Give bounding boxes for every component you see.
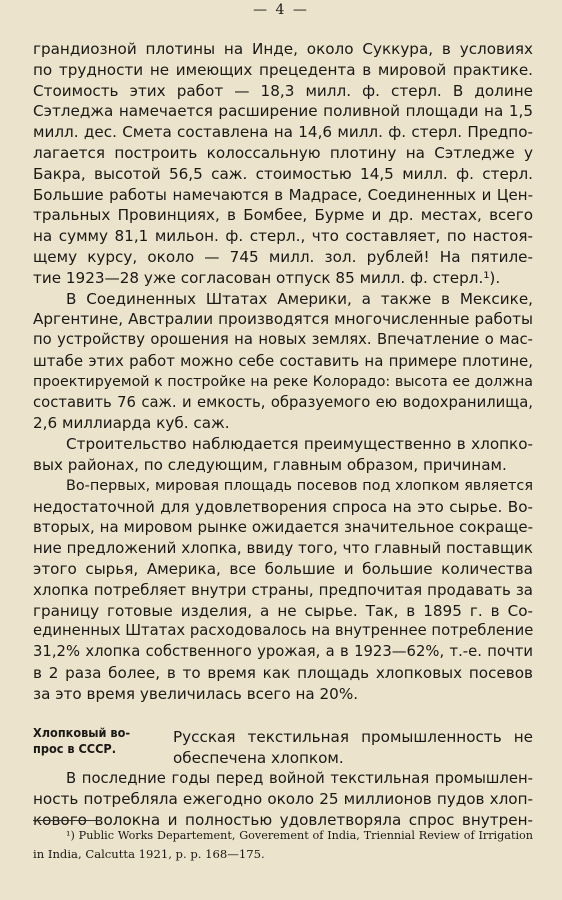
text-line: составить 76 саж. и емкость, образуемого ею водохранилища, — [33, 393, 533, 411]
text-line: обеспечена хлопком. — [173, 748, 344, 767]
paragraph-cotton-regions — [33, 434, 533, 476]
text-line: Аргентине, Австралии производятся многочисленные работы — [33, 310, 533, 329]
text-line: ние предложений хлопка, ввиду того, что главный поставщик — [33, 539, 533, 558]
text-line: 31,2% хлопка собственного урожая, а в 1923—62%, т.-е. почти — [33, 643, 533, 661]
text-line: в 2 раза более, в то время как площадь хлопковых посевов — [33, 663, 533, 682]
text-line: 2,6 миллиарда куб. саж. — [33, 414, 230, 433]
paragraph-usa-irrigation — [33, 289, 533, 435]
section-gap — [33, 705, 533, 725]
text-line: на сумму 81,1 мильон. ф. стерл., что составляет, по настоя- — [33, 227, 533, 246]
page-number: — 4 — — [253, 2, 309, 18]
text-line: тральных Провинциях, в Бомбее, Бурме и др. местах, всего — [33, 206, 533, 225]
text-line: Русская текстильная промышленность не — [173, 727, 533, 746]
footnote-rule — [33, 820, 101, 821]
text-line: В последние годы перед войной текстильная промышлен- — [66, 769, 533, 787]
margin-heading-line: Хлопковый во- — [33, 724, 131, 740]
section-lead-text — [173, 727, 533, 769]
text-line: В Соединенных Штатах Америки, а также в Мексике, — [66, 289, 533, 308]
text-line: Стоимость этих работ — 18,3 милл. ф. стерл. В долине — [33, 81, 533, 100]
text-line: вторых, на мировом рынке ожидается значительное сокраще- — [33, 518, 533, 537]
text-line: Сэтледжа намечается расширение поливной площади на 1,5 — [33, 102, 533, 121]
paragraph-world-cotton — [33, 476, 533, 705]
text-line: тие 1923—28 уже согласован отпуск 85 милл. ф. стерл.¹). — [33, 268, 501, 287]
text-line: по трудности не имеющих прецедента в мировой практике. — [33, 60, 533, 79]
section-cotton-ussr — [33, 725, 533, 769]
text-line: проектируемой к постройке на реке Колорадо: высота ее должна — [33, 373, 533, 390]
margin-heading — [33, 725, 151, 757]
text-line: штабе этих работ можно себе составить на примере плотине, — [33, 351, 533, 370]
text-line: единенных Штатах расходовалось на внутреннее потребление — [33, 622, 534, 640]
text-line: лагается построить колоссальную плотину на Сэтледже у — [33, 143, 533, 162]
text-line: щему курсу, около — 745 милл. зол. рублей! На пятиле- — [33, 247, 533, 266]
margin-heading-line: прос в СССР. — [33, 740, 117, 756]
text-line: Строительство наблюдается преимущественно в хлопко- — [66, 435, 533, 454]
paragraph-prewar-consumption — [33, 769, 533, 831]
text-line: ность потребляла ежегодно около 25 миллионов пудов хлоп- — [33, 790, 533, 809]
text-line: грандиозной плотины на Инде, около Суккура, в условиях — [33, 40, 533, 58]
text-line: недостаточной для удовлетворения спроса на это сырье. Во- — [33, 497, 533, 516]
footnote — [33, 826, 533, 864]
footnote-line: in India, Calcutta 1921, p. p. 168—175. — [33, 847, 265, 861]
page-body — [33, 39, 533, 831]
text-line: по устройству орошения на новых землях. Впечатление о мас- — [33, 331, 533, 349]
text-line: этого сырья, Америка, все большие и большие количества — [33, 559, 533, 578]
text-line: Бакра, высотой 56,5 саж. стоимостью 14,5 милл. ф. стерл. — [33, 164, 533, 183]
text-line: за это время увеличилась всего на 20%. — [33, 684, 359, 703]
text-line: границу готовые изделия, а не сырье. Так, в 1895 г. в Со- — [33, 601, 533, 620]
text-line: вых районах, по следующим, главным образом, причинам. — [33, 455, 507, 474]
text-line: Во-первых, мировая площадь посевов под хлопком является — [66, 477, 533, 494]
text-line: хлопка потребляет внутри страны, предпочитая продавать за — [33, 580, 533, 599]
footnote-line: ¹) Public Works Departement, Goverement of India, Triennial Review of Irrigation — [66, 829, 533, 842]
text-line: Большие работы намечаются в Мадрасе, Соединенных и Цен- — [33, 185, 533, 204]
paragraph-indus-dam — [33, 39, 533, 289]
text-line: милл. дес. Смета составлена на 14,6 милл. ф. стерл. Предпо- — [33, 123, 533, 142]
text-line: кового волокна и полностью удовлетворяла спрос внутрен- — [33, 811, 533, 830]
